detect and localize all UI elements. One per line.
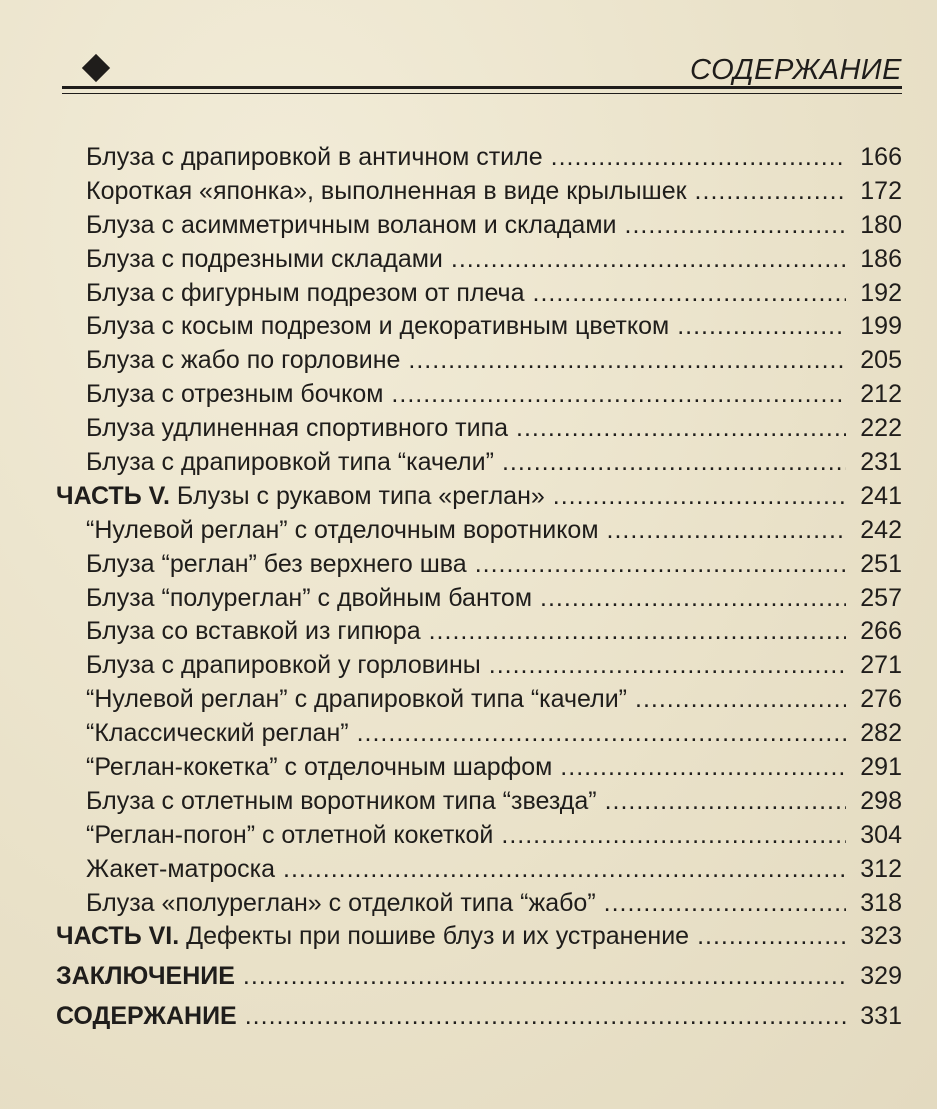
toc-leader-dots [516, 412, 846, 446]
toc-entry-title: Блуза “полуреглан” с двойным бантом [86, 583, 533, 612]
toc-part-label: ЧАСТЬ V. [56, 481, 170, 510]
toc-entry-page: 276 [860, 685, 902, 714]
running-header [62, 50, 902, 102]
toc-entry [56, 615, 902, 649]
toc-entry-title: Блуза с косым подрезом и декоративным цветком [86, 312, 670, 341]
toc-entry [56, 548, 902, 582]
toc-leader-dots [625, 209, 847, 243]
toc-entry-title: “Нулевой реглан” с отделочным воротником [86, 515, 599, 544]
toc-leader-dots [697, 920, 846, 954]
toc-entry-title: Блуза с асимметричным воланом и складами [86, 210, 617, 239]
toc-part-name: Блузы с рукавом типа «реглан» [176, 481, 545, 510]
toc-entry-title: Блуза с жабо по горловине [86, 346, 401, 375]
toc-part-name: Дефекты при пошиве блуз и их устранение [186, 922, 690, 951]
toc-entry-title: “Реглан-погон” с отлетной кокеткой [86, 820, 494, 849]
toc-entry-title: Блуза “реглан” без верхнего шва [86, 549, 467, 578]
diamond-icon [82, 54, 110, 82]
header-rule-thick [62, 86, 902, 89]
toc-leader-dots [695, 175, 846, 209]
toc-leader-dots [605, 785, 846, 819]
toc-leader-dots [551, 141, 846, 175]
toc-entry-page: 282 [860, 719, 902, 748]
toc-part-title [56, 920, 689, 954]
toc-entry-title: Блуза с отрезным бочком [86, 380, 384, 409]
toc-entry-title: Блуза с отлетным воротником типа “звезда” [86, 786, 597, 815]
toc-entry [56, 819, 902, 853]
toc-entry [56, 378, 902, 412]
toc-entry-page: 199 [860, 312, 902, 341]
toc-entry-title: “Реглан-кокетка” с отделочным шарфом [86, 753, 553, 782]
toc-entry-title: СОДЕРЖАНИЕ [56, 1002, 237, 1031]
toc-entry [56, 412, 902, 446]
toc-entry-page: 212 [860, 380, 902, 409]
toc-entry-title: Жакет-матроска [86, 854, 276, 883]
toc-entry [56, 514, 902, 548]
toc-leader-dots [607, 514, 846, 548]
toc-entry-page: 318 [860, 888, 902, 917]
toc-entry [56, 582, 902, 616]
toc-entry [56, 649, 902, 683]
toc-entry [56, 243, 902, 277]
toc-entry-page: 323 [860, 922, 902, 951]
table-of-contents [56, 141, 902, 1034]
toc-entry-page: 231 [860, 448, 902, 477]
toc-entry-page: 186 [860, 244, 902, 273]
toc-leader-dots [604, 887, 846, 921]
toc-entry [56, 785, 902, 819]
toc-entry [56, 277, 902, 311]
toc-leader-dots [283, 853, 846, 887]
toc-entry-title: Блуза со вставкой из гипюра [86, 617, 421, 646]
toc-leader-dots [553, 480, 846, 514]
toc-entry-page: 180 [860, 210, 902, 239]
toc-leader-dots [502, 446, 846, 480]
toc-entry-page: 304 [860, 820, 902, 849]
toc-contents [56, 1000, 902, 1034]
toc-entry-page: 312 [860, 854, 902, 883]
toc-entry-page: 205 [860, 346, 902, 375]
toc-leader-dots [391, 378, 846, 412]
header-rule-thin [62, 93, 902, 94]
toc-entry-page: 257 [860, 583, 902, 612]
toc-leader-dots [540, 582, 846, 616]
toc-leader-dots [533, 277, 847, 311]
toc-entry-title: Блуза «полуреглан» с отделкой типа “жабо” [86, 888, 596, 917]
toc-leader-dots [475, 548, 846, 582]
toc-entry-page: 222 [860, 414, 902, 443]
toc-part-label: ЧАСТЬ VI. [56, 922, 180, 951]
toc-entry [56, 683, 902, 717]
toc-leader-dots [408, 344, 846, 378]
toc-leader-dots [501, 819, 846, 853]
toc-entry-title: Блуза с подрезными складами [86, 244, 443, 273]
toc-leader-dots [560, 751, 846, 785]
toc-conclusion [56, 960, 902, 994]
toc-entry-title: Блуза с фигурным подрезом от плеча [86, 278, 525, 307]
toc-entry-page: 298 [860, 786, 902, 815]
toc-entry [56, 446, 902, 480]
toc-entry-title: Блуза с драпировкой типа “качели” [86, 448, 494, 477]
toc-entry-page: 329 [860, 962, 902, 991]
toc-part-title [56, 480, 545, 514]
toc-entry [56, 209, 902, 243]
toc-entry-page: 266 [860, 617, 902, 646]
toc-leader-dots [429, 615, 846, 649]
toc-part-5 [56, 480, 902, 514]
toc-leader-dots [357, 717, 846, 751]
toc-entry [56, 175, 902, 209]
toc-entry [56, 853, 902, 887]
toc-leader-dots [451, 243, 846, 277]
toc-entry-title: Короткая «японка», выполненная в виде крылышек [86, 176, 687, 205]
toc-entry [56, 344, 902, 378]
toc-entry-page: 192 [860, 278, 902, 307]
toc-entry-page: 331 [860, 1002, 902, 1031]
toc-entry-page: 271 [860, 651, 902, 680]
toc-entry [56, 887, 902, 921]
toc-part-6 [56, 920, 902, 954]
toc-entry-title: “Нулевой реглан” с драпировкой типа “качели” [86, 685, 627, 714]
header-title: СОДЕРЖАНИЕ [690, 54, 902, 86]
toc-leader-dots [243, 960, 846, 994]
toc-leader-dots [245, 1000, 846, 1034]
toc-entry-title: Блуза с драпировкой у горловины [86, 651, 481, 680]
toc-entry-page: 241 [860, 481, 902, 510]
toc-entry [56, 310, 902, 344]
toc-entry-page: 291 [860, 753, 902, 782]
toc-entry-title: ЗАКЛЮЧЕНИЕ [56, 962, 235, 991]
toc-leader-dots [677, 310, 846, 344]
toc-entry-title: Блуза удлиненная спортивного типа [86, 414, 509, 443]
toc-entry-page: 242 [860, 515, 902, 544]
toc-entry [56, 751, 902, 785]
toc-entry [56, 717, 902, 751]
toc-entry-title: Блуза с драпировкой в античном стиле [86, 143, 543, 171]
toc-entry-title: “Классический реглан” [86, 719, 349, 748]
toc-leader-dots [635, 683, 846, 717]
toc-entry-page: 251 [860, 549, 902, 578]
toc-entry-page: 166 [860, 143, 902, 171]
toc-leader-dots [489, 649, 846, 683]
toc-entry [56, 141, 902, 175]
toc-entry-page: 172 [860, 176, 902, 205]
